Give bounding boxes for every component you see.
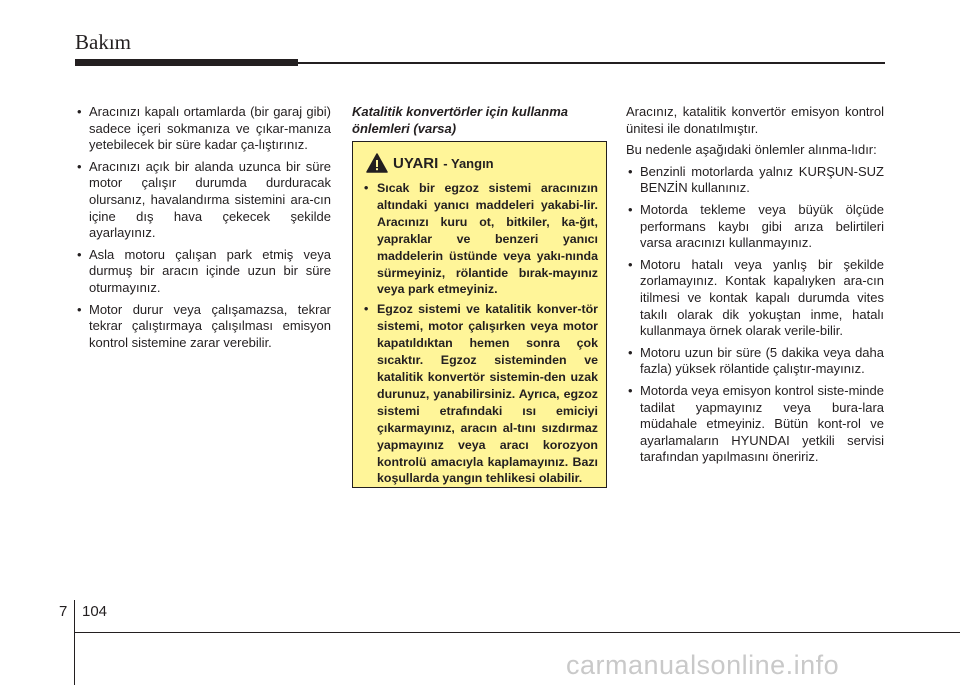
list-item: • Asla motoru çalışan park etmiş veya durmuş bir aracın içinde uzun bir süre oturmayınız. bbox=[77, 246, 331, 295]
warning-header bbox=[366, 152, 598, 174]
paragraph: Bu nedenle aşağıdaki önlemler alınma-lıdır: bbox=[626, 142, 877, 158]
list-item: • Motor durur veya çalışamazsa, tekrar tekrar çalıştırmaya çalışılması emisyon kontrol sistemine zarar verebilir. bbox=[77, 301, 331, 350]
list-item: • Motoru uzun bir süre (5 dakika veya daha fazla) yüksek rölantide çalıştır-mayınız. bbox=[628, 344, 884, 377]
list-item: • Egzoz sistemi ve katalitik konver-tör sistemi, motor çalışırken veya motor kapatıldıktan hemen sonra çok sıcaktır. Egzoz sisteminden ve katalitik konvertör sistemin-den uzak durunuz, yanabilirsiniz. Ayrıca, egzoz sistemi etrafındaki ısı emiciyi çıkarmayınız, aracın al-tını sızdırmaz yapmayınız veya aracı korozyon kontrolü amacıyla kaplamayınız. Bazı koşullarda yangın tehlikesi olabilir. bbox=[364, 302, 598, 486]
chapter-number: 7 bbox=[59, 603, 68, 620]
list-item: • Aracınızı kapalı ortamlarda (bir garaj gibi) sadece içeri sokmanıza ve çıkar-manıza yetebilecek bir süre kadar ça-lıştırınız. bbox=[77, 104, 331, 153]
warning-triangle-icon bbox=[366, 153, 388, 173]
paragraph: Aracınız, katalitik konvertör emisyon kontrol ünitesi ile donatılmıştır. bbox=[626, 104, 884, 136]
list-item: • Motoru hatalı veya yanlış bir şekilde zorlamayınız. Kontak kapalıyken ara-cın itilmesi ve kontak kapalı durumda vites takılı olarak dik yokuştan inme, hatalı kullanmaya örnek olarak verile-bilir. bbox=[628, 256, 884, 339]
warning-subtitle: - Yangın bbox=[443, 155, 494, 171]
right-bullet-list bbox=[626, 164, 884, 466]
watermark: carmanualsonline.info bbox=[566, 650, 840, 680]
footer-divider bbox=[74, 600, 75, 685]
list-item: • Benzinli motorlarda yalnız KURŞUN-SUZ BENZİN kullanınız. bbox=[628, 163, 884, 196]
list-item: • Motorda tekleme veya büyük ölçüde performans kaybı gibi arıza belirtileri varsa aracınızı kullanmayınız. bbox=[628, 201, 884, 251]
left-bullet-list bbox=[75, 104, 331, 351]
section-title: Bakım bbox=[75, 30, 131, 54]
right-column bbox=[626, 104, 884, 471]
catalytic-subheading: Katalitik konvertörler için kullanma önlemleri (varsa) bbox=[352, 104, 569, 136]
left-column bbox=[75, 104, 331, 356]
warning-box bbox=[352, 141, 607, 488]
header-rule bbox=[75, 62, 885, 64]
page-number: 104 bbox=[82, 603, 108, 620]
list-item: • Motorda veya emisyon kontrol siste-minde tadilat yapmayınız veya bura-lara müdahale etmeyiniz. Bütün kont-rol ve ayarlamaların HYUNDAI yetkili servisi tarafından yapılmasını öneririz. bbox=[628, 382, 884, 465]
footer-rule bbox=[75, 632, 960, 633]
warning-bullet-list bbox=[364, 180, 598, 487]
list-item: • Sıcak bir egzoz sistemi aracınızın altındaki yanıcı maddeleri yakabi-lir. Aracınızı kuru ot, bitkiler, ka-ğıt, yapraklar ve benzeri yanıcı maddelerin üstünde veya yakı-nında sürmeyiniz, rölantide bırak-mayınız veya park etmeyiniz. bbox=[364, 181, 598, 297]
list-item: • Aracınızı açık bir alanda uzunca bir süre motor çalışır durumda durduracak olursanız, havalandırma sistemini ara-cın içine dış hava çekecek şekilde ayarlayınız. bbox=[77, 158, 331, 241]
warning-title: UYARI bbox=[393, 154, 439, 172]
